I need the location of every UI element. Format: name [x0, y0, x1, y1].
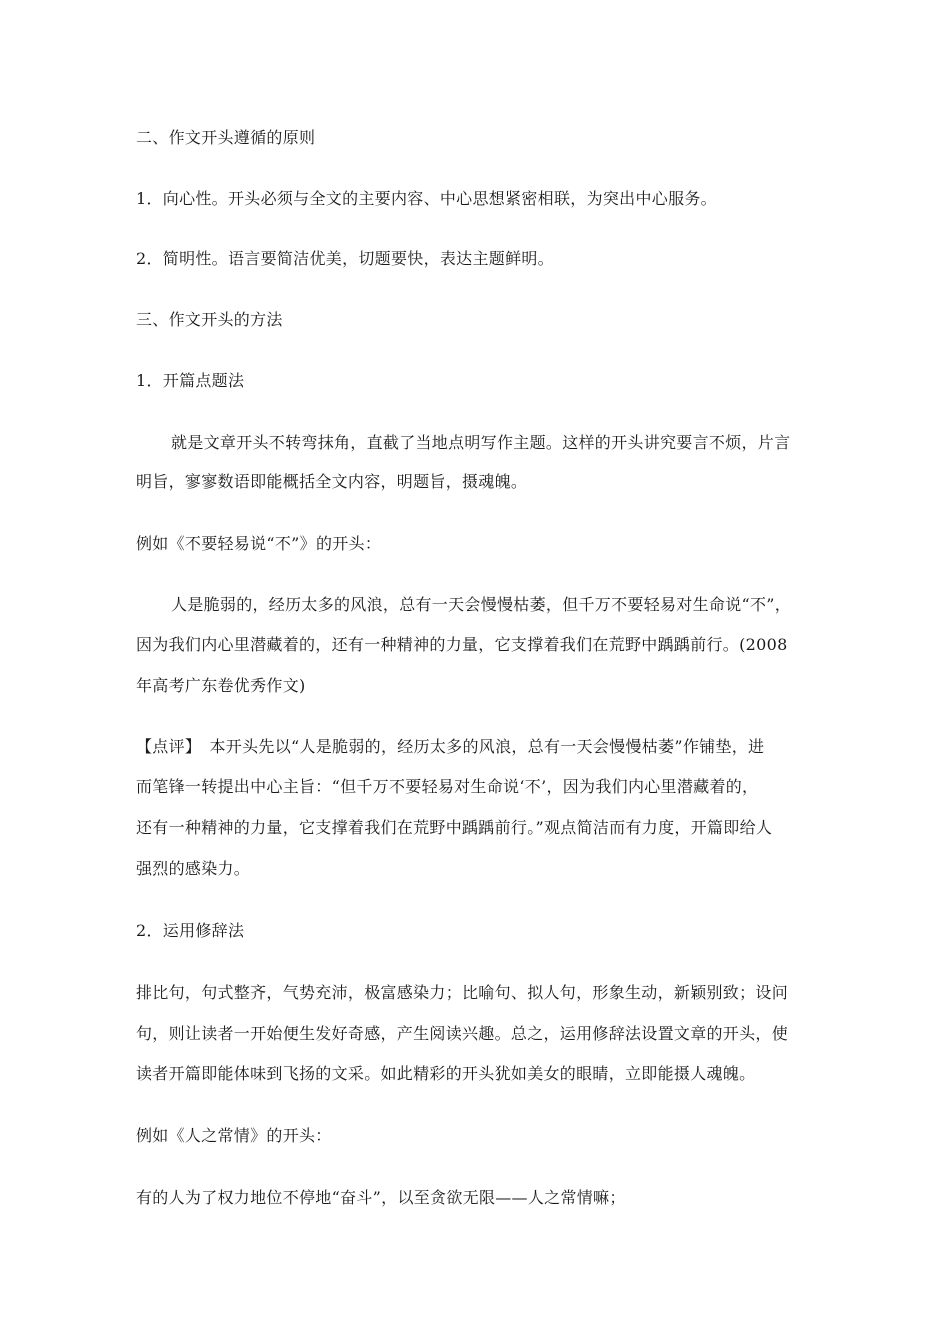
- commentary-line: 而笔锋一转提出中心主旨：“但千万不要轻易对生命说‘不’，因为我们内心里潜藏着的，: [136, 777, 759, 796]
- principle-centrality: 1．向心性。开头必须与全文的主要内容、中心思想紧密相联，为突出中心服务。: [136, 189, 717, 208]
- example-quote-line: 因为我们内心里潜藏着的，还有一种精神的力量，它支撑着我们在荒野中踽踽前行。(2008: [136, 635, 788, 654]
- paragraph-line: 读者开篇即能体味到飞扬的文采。如此精彩的开头犹如美女的眼睛，立即能摄人魂魄。: [136, 1064, 756, 1083]
- commentary-line: 还有一种精神的力量，它支撑着我们在荒野中踽踽前行。”观点简洁而有力度，开篇即给人: [136, 818, 773, 837]
- example-quote-line: 有的人为了权力地位不停地“奋斗”，以至贪欲无限——人之常情嘛；: [136, 1188, 626, 1207]
- section-heading-principles: 二、作文开头遵循的原则: [136, 128, 316, 147]
- method-heading-rhetoric: 2．运用修辞法: [136, 921, 245, 940]
- method-heading-topic: 1．开篇点题法: [136, 371, 245, 390]
- paragraph-line: 句，则让读者一开始便生发好奇感，产生阅读兴趣。总之，运用修辞法设置文章的开头，使: [136, 1024, 789, 1043]
- example-intro: 例如《不要轻易说“不”》的开头：: [136, 534, 382, 553]
- example-quote-line: 人是脆弱的，经历太多的风浪，总有一天会慢慢枯萎，但千万不要轻易对生命说“不”，: [171, 595, 792, 614]
- paragraph-line: 排比句，句式整齐，气势充沛，极富感染力；比喻句、拟人句，形象生动，新颖别致；设问: [136, 983, 789, 1002]
- section-heading-methods: 三、作文开头的方法: [136, 310, 283, 329]
- commentary-line: 强烈的感染力。: [136, 859, 251, 878]
- example-quote-line: 年高考广东卷优秀作文): [136, 676, 306, 695]
- example-intro: 例如《人之常情》的开头：: [136, 1126, 332, 1145]
- principle-conciseness: 2．简明性。语言要简洁优美，切题要快，表达主题鲜明。: [136, 249, 554, 268]
- paragraph-line: 就是文章开头不转弯抹角，直截了当地点明写作主题。这样的开头讲究要言不烦，片言: [171, 433, 791, 452]
- commentary-line: 【点评】 本开头先以“人是脆弱的，经历太多的风浪，总有一天会慢慢枯萎”作铺垫，进: [136, 737, 765, 756]
- paragraph-line: 明旨，寥寥数语即能概括全文内容，明题旨，摄魂魄。: [136, 472, 528, 491]
